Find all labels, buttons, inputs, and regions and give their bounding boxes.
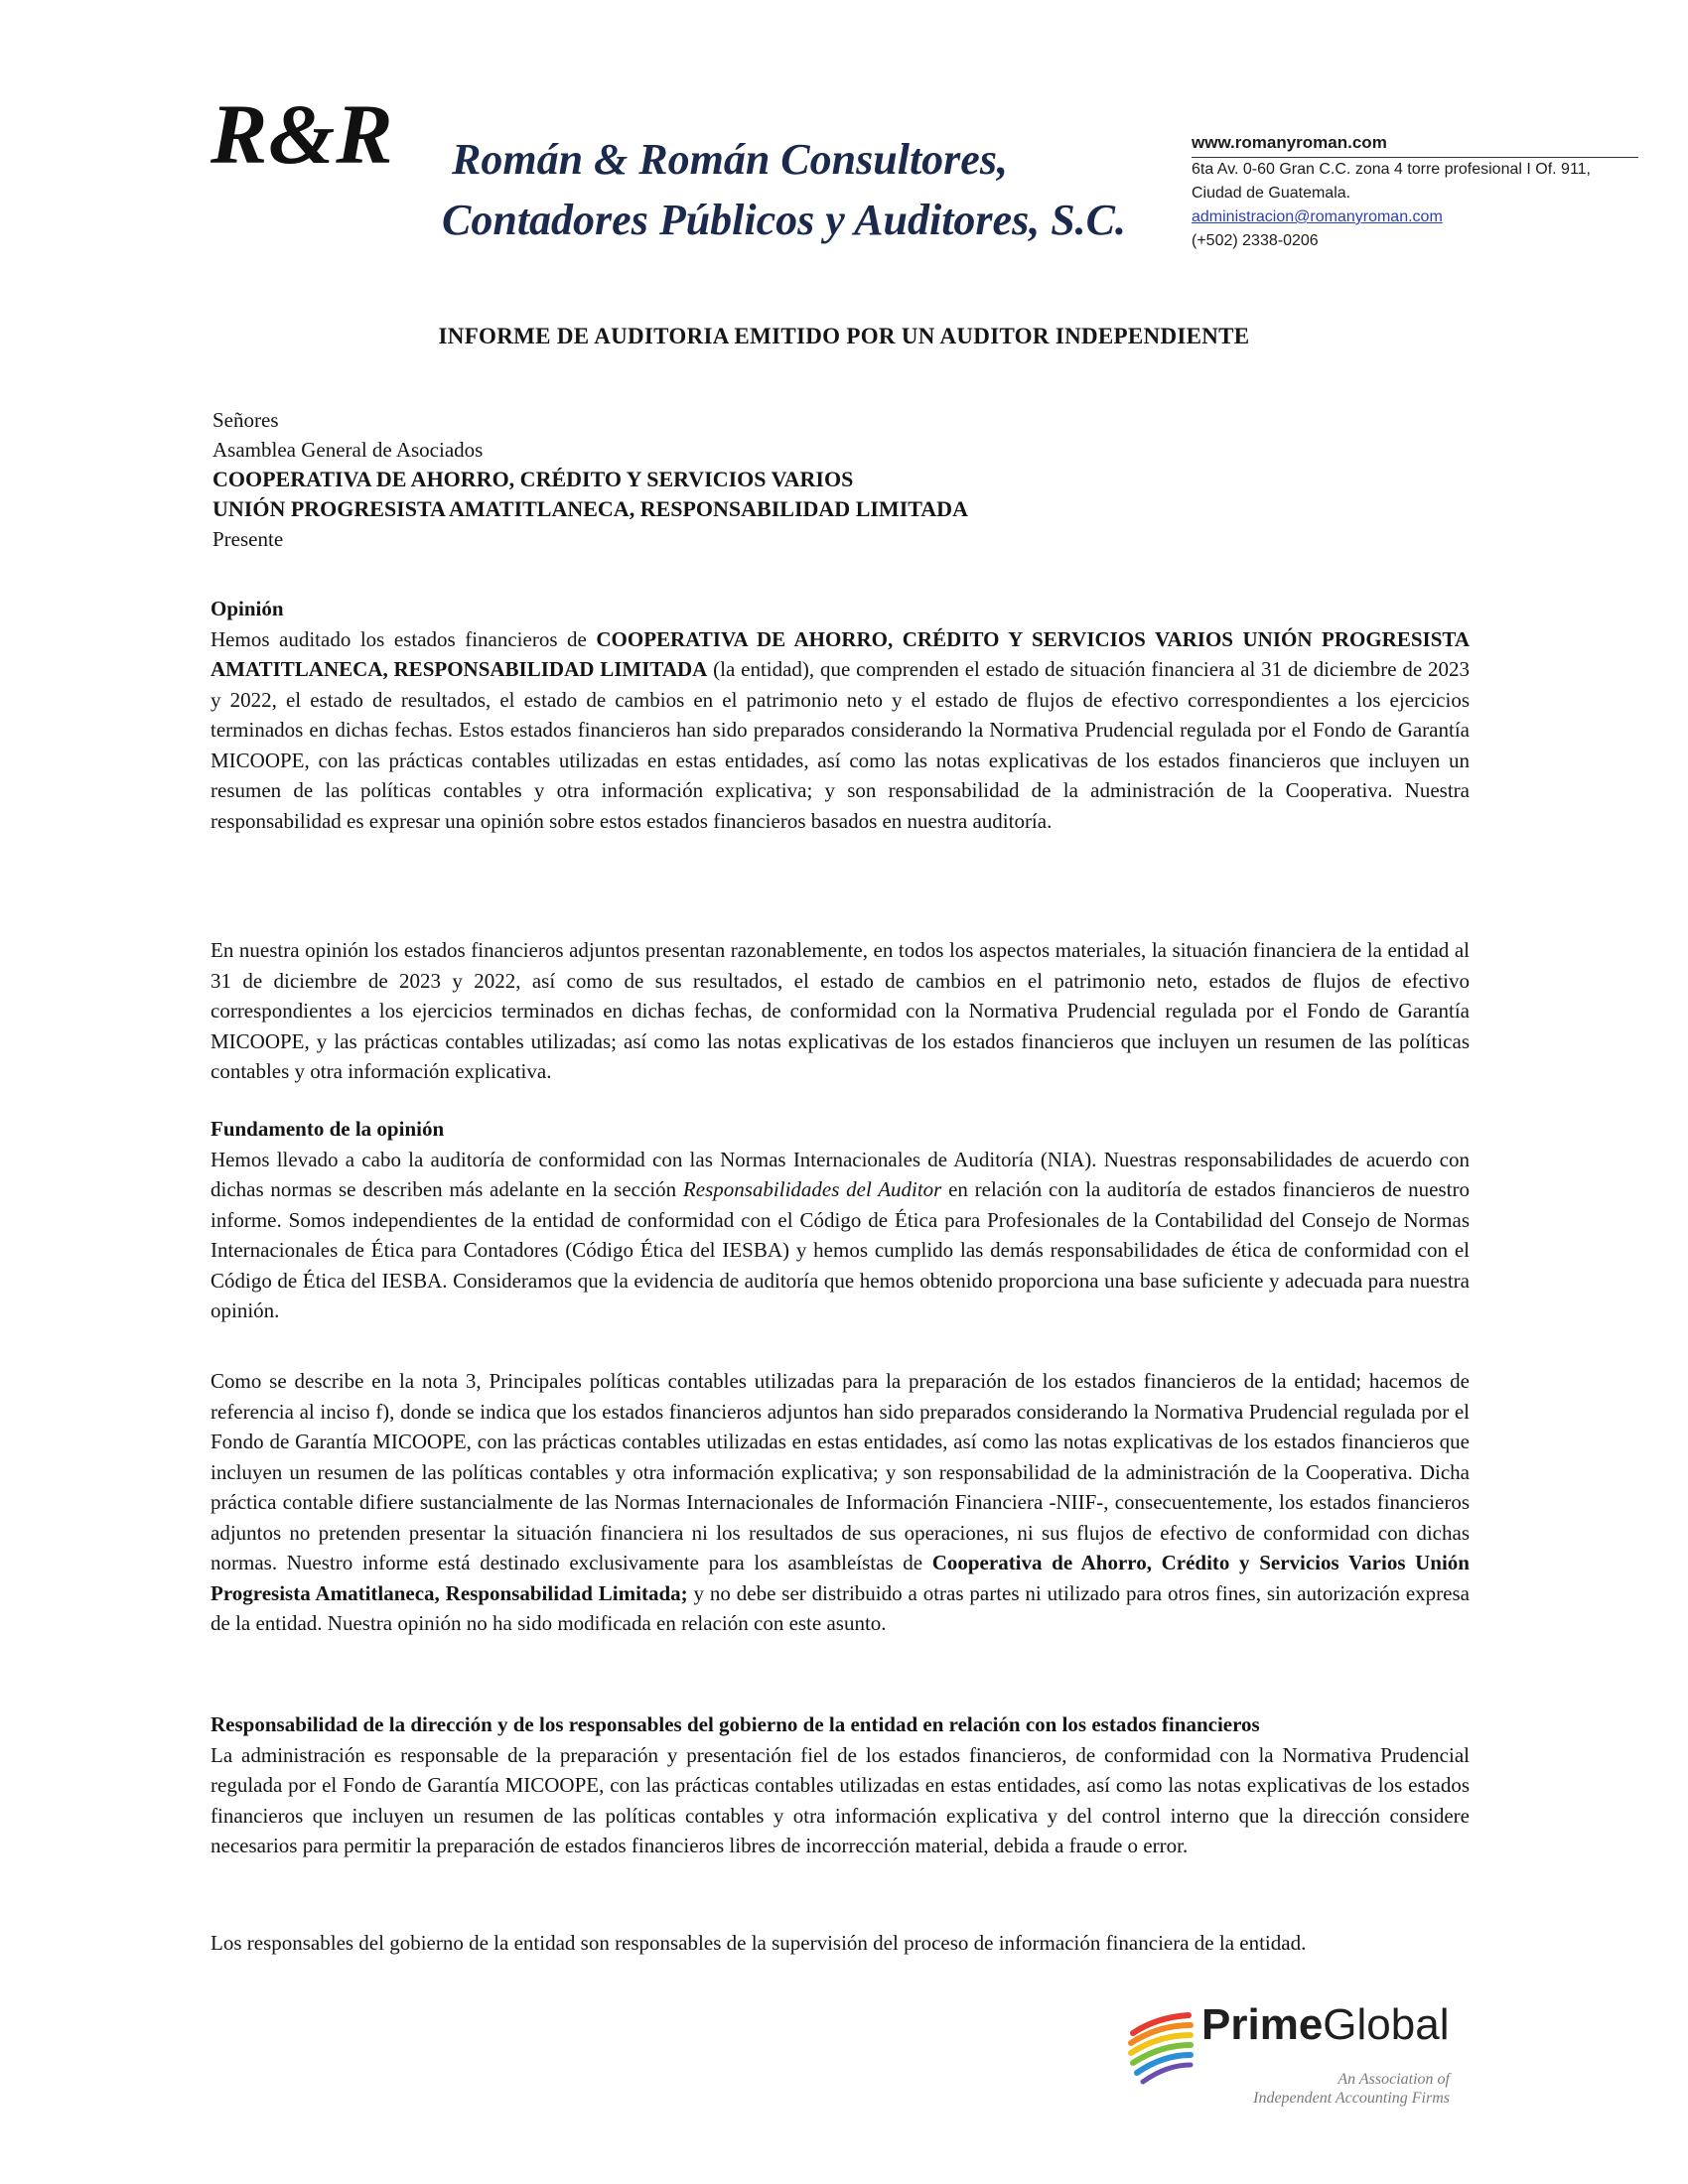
primeglobal-tagline [1182, 2070, 1450, 2108]
basis-heading: Fundamento de la opinión [211, 1117, 445, 1141]
addressee-block [212, 405, 968, 554]
address-line1: 6ta Av. 0-60 Gran C.C. zona 4 torre profesional I Of. 911, [1192, 161, 1591, 178]
firm-name-line2: Contadores Públicos y Auditores, S.C. [442, 196, 1127, 245]
firm-name [442, 131, 1127, 248]
opinion-heading: Opinión [211, 597, 284, 620]
website-link[interactable]: www.romanyroman.com [1192, 131, 1638, 158]
phone-number: (+502) 2338-0206 [1192, 232, 1319, 249]
contact-block [1192, 131, 1638, 253]
basis-p1-italic: Responsabilidades del Auditor [682, 1177, 942, 1201]
addressee-assembly: Asamblea General de Asociados [212, 438, 484, 462]
basis-paragraph-2 [211, 1366, 1470, 1639]
responsibility-section [211, 1709, 1470, 1861]
responsibility-paragraph-2-block [211, 1928, 1470, 1959]
firm-name-line1: Román & Román Consultores, [452, 135, 1008, 184]
basis-p2-entity: Cooperativa de Ahorro, Crédito y Servicios Varios Unión Progresista Amatitlaneca, Responsabilidad Limitada; [211, 1551, 1470, 1605]
basis-paragraph-2-block [211, 1366, 1470, 1639]
opinion-paragraph-1 [211, 624, 1470, 837]
addressee-greeting: Señores [212, 408, 279, 432]
basis-p2-text-b: y no debe ser distribuido a otras partes ni utilizado para otros fines, sin autorización expresa de la entidad. Nuestra opinión no ha sido modificada en relación con este asunto. [211, 1580, 1470, 1635]
email-link[interactable]: administracion@romanyroman.com [1192, 208, 1443, 225]
opinion-paragraph-2: En nuestra opinión los estados financieros adjuntos presentan razonablemente, en todos los aspectos materiales, la situación financiera de la entidad al 31 de diciembre de 2023 y 2022, así como de sus resultados, el estado de cambios en el patrimonio neto, estados de flujos de efectivo correspondientes a los ejercicios terminados en dichas fechas, de conformidad con la Normativa Prudencial regulada por el Fondo de Garantía MICOOPE, y las prácticas contables utilizadas; así como las notas explicativas de los estados financieros que incluyen un resumen de las políticas contables y otra información explicativa. [211, 938, 1470, 1083]
addressee-entity-line2: UNIÓN PROGRESISTA AMATITLANECA, RESPONSABILIDAD LIMITADA [212, 496, 968, 521]
basis-p2-text-a: Como se describe en la nota 3, Principales políticas contables utilizadas para la preparación de los estados financieros de la entidad; hacemos de referencia al inciso f), donde se indica que los estados financieros adjuntos han sido preparados considerando la Normativa Prudencial regulada por el Fondo de Garantía MICOOPE, con las prácticas contables utilizadas en estas entidades, así como las notas explicativas de los estados financieros que incluyen un resumen de las políticas contables y otra información explicativa; y son responsabilidad de la administración de la Cooperativa. Dicha práctica contable difiere sustancialmente de las Normas Internacionales de Información Financiera -NIIF-, consecuentemente, los estados financieros adjuntos no pretenden presentar la situación financiera ni los resultados de sus operaciones, ni sus flujos de efectivo de conformidad con dichas normas. Nuestro informe está destinado exclusivamente para los asambleístas de [211, 1369, 1470, 1574]
basis-p1-text-a: Hemos llevado a cabo la auditoría de conformidad con las Normas Internacionales de Auditoría (NIA). Nuestras responsabilidades de acuerdo con dichas normas se describen más adelante en la sección [211, 1147, 1470, 1201]
report-title: INFORME DE AUDITORIA EMITIDO POR UN AUDITOR INDEPENDIENTE [438, 324, 1250, 348]
opinion-p1-text-b: (la entidad), que comprenden el estado de situación financiera al 31 de diciembre de 2023 y 2022, el estado de resultados, el estado de cambios en el patrimonio neto y el estado de flujos de efectivo correspondientes a los ejercicios terminados en dichas fechas. Estos estados financieros han sido preparados considerando la Normativa Prudencial regulada por el Fondo de Garantía MICOOPE, con las prácticas contables utilizadas en estas entidades, así como las notas explicativas de los estados financieros que incluyen un resumen de las políticas contables y otra información explicativa; y son responsabilidad de la administración de la Cooperativa. Nuestra responsabilidad es expresar una opinión sobre estos estados financieros basados en nuestra auditoría. [211, 657, 1471, 833]
primeglobal-name [1201, 2000, 1450, 2049]
opinion-p1-entity: COOPERATIVA DE AHORRO, CRÉDITO Y SERVICIOS VARIOS UNIÓN PROGRESISTA AMATITLANECA, RESPONSABILIDAD LIMITADA [211, 626, 1470, 681]
addressee-presente: Presente [212, 527, 284, 551]
responsibility-paragraph-1: La administración es responsable de la preparación y presentación fiel de los estados financieros, de conformidad con la Normativa Prudencial regulada por el Fondo de Garantía MICOOPE, con las prácticas contables utilizadas en estas entidades, así como las notas explicativas de los estados financieros que incluyen un resumen de las políticas contables y otra información explicativa y del control interno que la dirección considere necesarios para permitir la preparación de estados financieros libres de incorrección material, debida a fraude o error. [211, 1742, 1470, 1857]
address-line2: Ciudad de Guatemala. [1192, 185, 1351, 202]
primeglobal-name-rest: Global [1323, 2000, 1450, 2049]
primeglobal-tagline-line2: Independent Accounting Firms [1253, 2090, 1450, 2107]
primeglobal-tagline-line1: An Association of [1337, 2071, 1450, 2088]
primeglobal-name-bold: Prime [1201, 2000, 1324, 2049]
addressee-entity-line1: COOPERATIVA DE AHORRO, CRÉDITO Y SERVICIOS VARIOS [212, 467, 854, 491]
basis-section [211, 1114, 1470, 1326]
rr-logo: R&R [211, 86, 394, 182]
opinion-paragraph-2-block [211, 935, 1470, 1087]
opinion-p1-text-a: Hemos auditado los estados financieros de [211, 626, 597, 651]
responsibility-paragraph-2: Los responsables del gobierno de la entidad son responsables de la supervisión del proceso de información financiera de la entidad. [211, 1931, 1307, 1955]
opinion-section [211, 594, 1470, 836]
responsibility-heading: Responsabilidad de la dirección y de los responsables del gobierno de la entidad en relación con los estados financieros [211, 1712, 1260, 1736]
basis-paragraph-1 [211, 1145, 1470, 1326]
basis-p1-text-b: en relación con la auditoría de estados financieros de nuestro informe. Somos independientes de la entidad de conformidad con el Código de Ética para Profesionales de la Contabilidad del Consejo de Normas Internacionales de Ética para Contadores (Código Ética del IESBA) y hemos cumplido las demás responsabilidades de ética de conformidad con el Código de Ética del IESBA. Consideramos que la evidencia de auditoría que hemos obtenido proporciona una base suficiente y adecuada para nuestra opinión. [211, 1177, 1470, 1322]
